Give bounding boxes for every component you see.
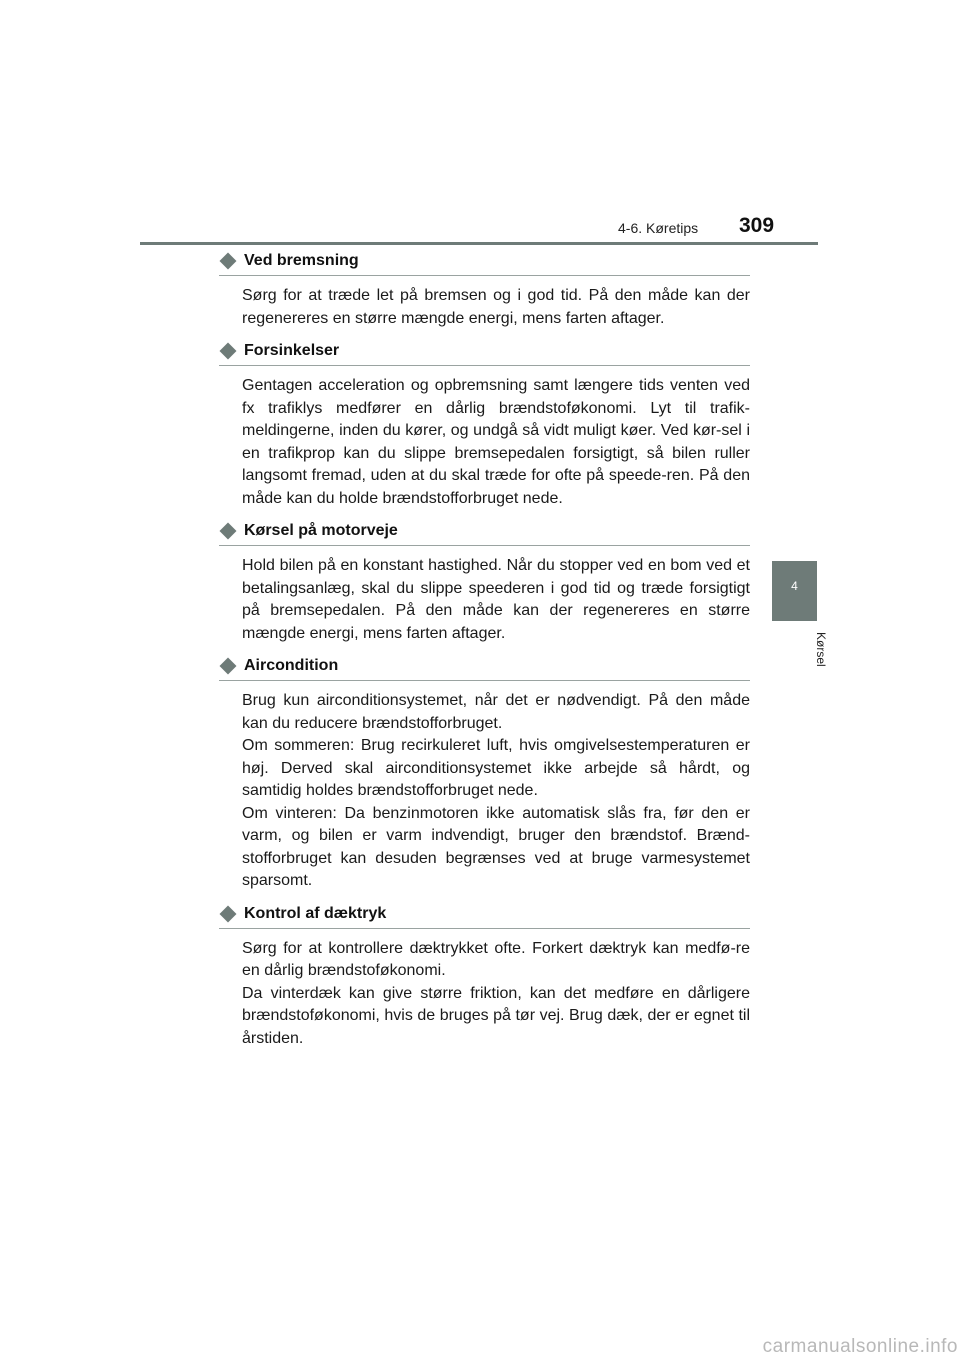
diamond-bullet-icon (220, 343, 237, 360)
paragraph: Da vinterdæk kan give større friktion, kan det medføre en dårligere brændstoføkonomi, hvis de bruges på tør vej. Brug dæk, der er egnet til årstiden. (242, 984, 750, 1047)
section-heading-text: Forsinkelser (244, 342, 340, 359)
section-tire-pressure (219, 905, 750, 1051)
section-body (242, 285, 750, 330)
section-heading (219, 657, 750, 681)
diamond-bullet-icon (220, 905, 237, 922)
chapter-label (768, 632, 828, 682)
diamond-bullet-icon (220, 658, 237, 675)
page-number: 309 (739, 214, 775, 237)
section-body (242, 938, 750, 1051)
section-heading (219, 905, 750, 929)
paragraph: Sørg for at træde let på bremsen og i god tid. På den måde kan der regenereres en større mængde energi, mens farten aftager. (242, 287, 750, 327)
paragraph: Om sommeren: Brug recirkuleret luft, hvis omgivelsestemperaturen er høj. Derved skal airconditionsystemet ikke arbejde så hårdt, og samtidig holdes brændstofforbruget nede. (242, 737, 750, 799)
section-heading (219, 252, 750, 276)
main-content (219, 252, 750, 1062)
section-body (242, 555, 750, 645)
section-braking (219, 252, 750, 330)
paragraph: Hold bilen på en konstant hastighed. Når du stopper ved en bom ved et betalingsanlæg, skal du slippe speederen i god tid og træde forsigtigt på bremsepedalen. På den måde kan der regenereres en større mængde energi, mens farten aftager. (242, 557, 750, 642)
paragraph: Sørg for at kontrollere dæktrykket ofte. Forkert dæktryk kan medfø-re en dårlig brændstoføkonomi. (242, 939, 750, 979)
section-heading-text: Aircondition (244, 657, 339, 674)
paragraph: Om vinteren: Da benzinmotoren ikke automatisk slås fra, før den er varm, og bilen er varm indvendigt, bruger den brændstof. Brænd-stofforbruget kan desuden begrænses ved at bruge varmesystemet sparsomt. (242, 804, 750, 889)
page-header (0, 0, 960, 250)
paragraph: Brug kun airconditionsystemet, når det er nødvendigt. På den måde kan du reducere brændstofforbruget. (242, 692, 750, 732)
section-title: 4-6. Køretips (618, 220, 699, 236)
diamond-bullet-icon (220, 523, 237, 540)
section-heading (219, 342, 750, 366)
watermark: carmanualsonline.info (762, 1336, 958, 1357)
section-highway (219, 522, 750, 645)
chapter-number: 4 (791, 579, 798, 593)
section-heading-text: Kørsel på motorveje (244, 522, 398, 539)
diamond-bullet-icon (220, 253, 237, 270)
section-heading-text: Kontrol af dæktryk (244, 904, 387, 922)
section-heading-text: Ved bremsning (244, 252, 359, 269)
chapter-label-text: Kørsel (814, 632, 828, 667)
section-body (242, 375, 750, 510)
header-divider (140, 242, 818, 245)
paragraph: Gentagen acceleration og opbremsning samt længere tids venten ved fx trafiklys medfører en dårlig brændstoføkonomi. Lyt til trafik-meldingerne, inden du kører, og undgå så vidt muligt køer. Ved kør-sel i en trafikprop kan du slippe bremsepedalen forsigtigt, så bilen ruller langsomt fremad, uden at du skal træde for ofte på speede-ren. På den måde kan du holde brændstofforbruget nede. (242, 377, 750, 507)
section-delays (219, 342, 750, 510)
section-aircondition (219, 657, 750, 893)
chapter-tab (772, 561, 817, 621)
section-body (242, 690, 750, 893)
section-heading (219, 522, 750, 546)
